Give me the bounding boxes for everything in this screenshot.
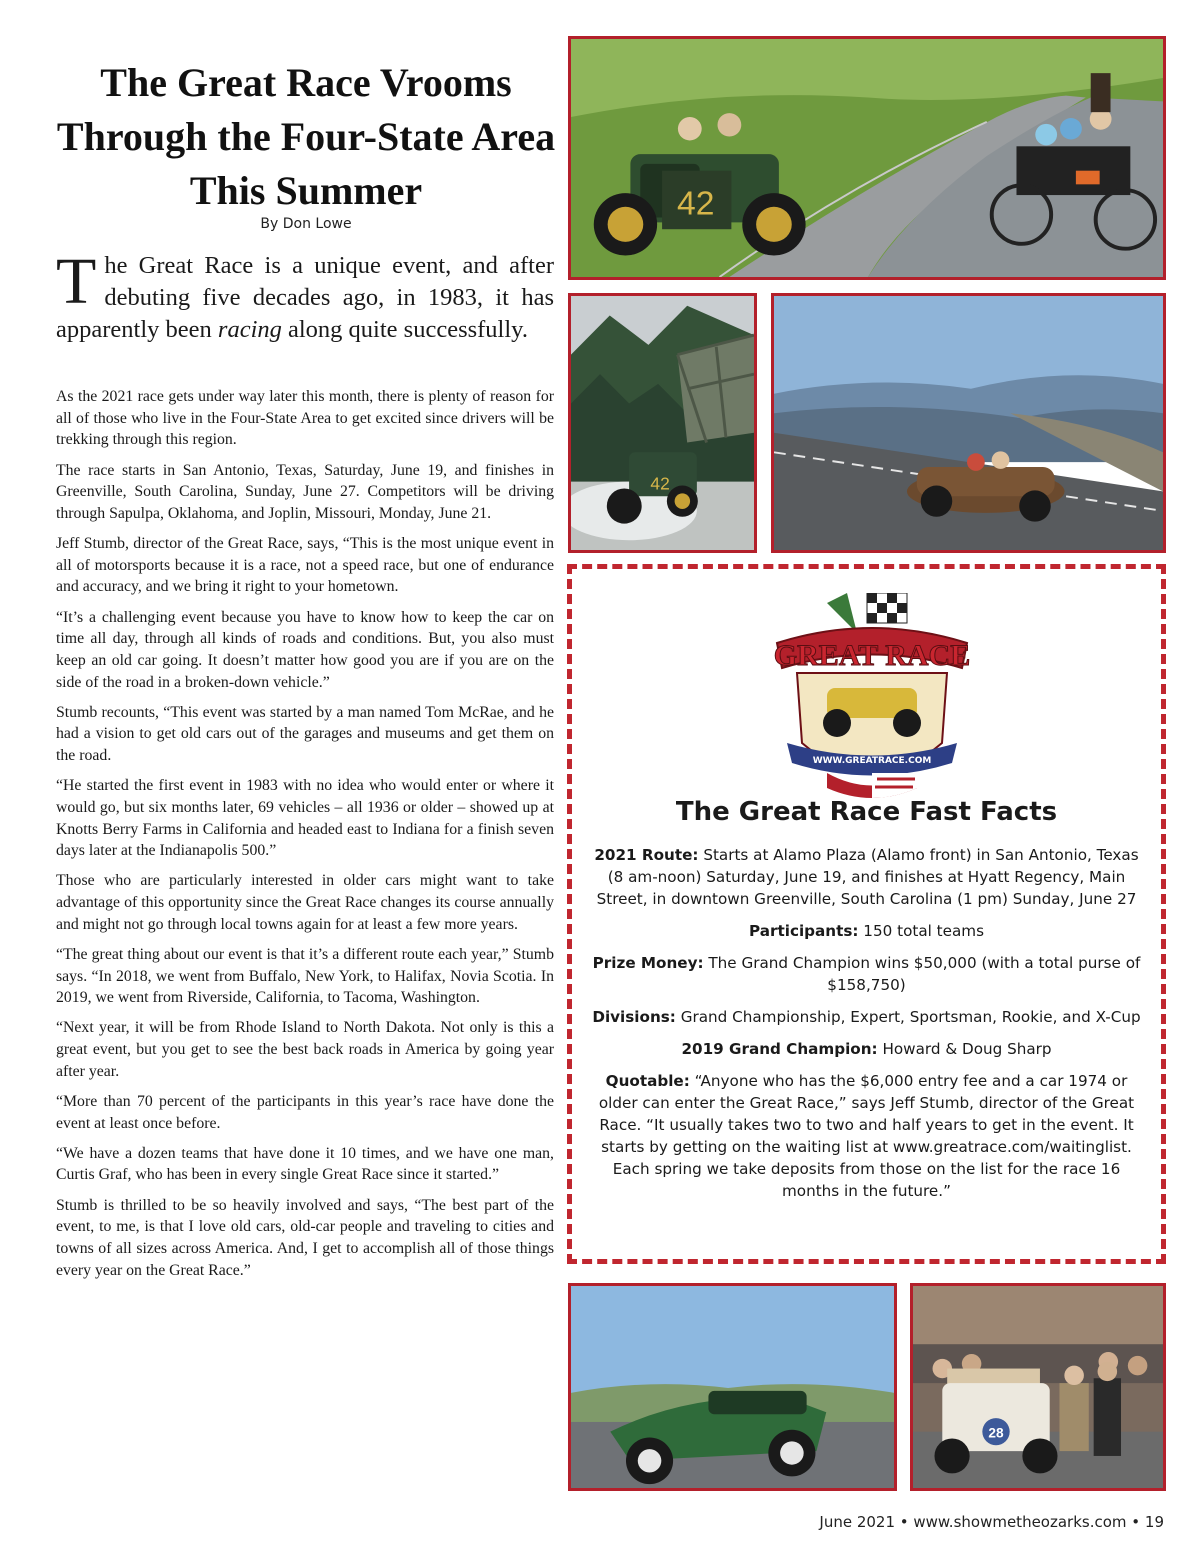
car-number-42-bridge: 42 [650, 473, 670, 494]
car-number-42-top: 42 [677, 185, 715, 223]
article-title: The Great Race Vrooms Through the Four-State Area This Summer [56, 60, 556, 213]
fact-participants-text: 150 total teams [863, 922, 984, 940]
fact-grand-champion [592, 1038, 1141, 1060]
byline: By Don Lowe [260, 216, 352, 232]
photo-mountain-road [771, 293, 1166, 553]
article-paragraph: Those who are particularly interested in older cars might want to take advantage of this opportunity since the Great Race changes its course annually and might not go through local towns again for at least a few more years. [56, 872, 554, 933]
article-paragraph: “We have a dozen teams that have done it 10 times, and we have one man, Curtis Graf, who has been in every single Great Race since it started.” [56, 1144, 554, 1184]
article-paragraph: “Next year, it will be from Rhode Island to North Dakota. Not only is this a great event, but you get to see the best back roads in America by going year after year. [56, 1019, 554, 1080]
fact-route [592, 844, 1141, 910]
fact-prize-money [592, 952, 1141, 996]
lead-text-start: he Great Race is a unique event, and after debuting five decades ago, in 1983, it has apparently been [56, 252, 554, 343]
fact-prize-text: The Grand Champion wins $50,000 (with a total purse of $158,750) [708, 954, 1141, 994]
fact-quotable-label: Quotable: [605, 1072, 690, 1090]
fact-divisions-text: Grand Championship, Expert, Sportsman, Rookie, and X-Cup [680, 1008, 1141, 1026]
article-body [56, 386, 554, 1290]
lead-paragraph [56, 245, 554, 346]
fact-participants-label: Participants: [749, 922, 859, 940]
article-paragraph: As the 2021 race gets under way later this month, there is plenty of reason for all of those who live in the Four-State Area to get excited since drivers will be trekking through this region. [56, 388, 554, 449]
article-paragraph: “He started the first event in 1983 with no idea who would enter or where it would go, but six months later, 69 vehicles – all 1936 or older – showed up at Knotts Berry Farms in California and headed east to Indiana for a finish seven days later at the Indianapolis 500.” [56, 777, 554, 860]
article-paragraph: Stumb is thrilled to be so heavily involved and says, “The best part of the event, to me, is that I love old cars, old-car people and traveling to cities and towns of all sizes across America. And, I get to accomplish all of those things every year on the Great Race.” [56, 1196, 554, 1279]
lead-emphasis: racing [217, 316, 282, 343]
fact-divisions [592, 1006, 1141, 1028]
logo-wordmark: GREAT RACE [773, 639, 971, 672]
fast-facts-title: The Great Race Fast Facts [675, 797, 1058, 827]
photo-race-car-and-buggy [568, 36, 1166, 280]
fact-prize-label: Prize Money: [592, 954, 704, 972]
article-paragraph: The race starts in San Antonio, Texas, Saturday, June 19, and finishes in Greenville, South Carolina, Sunday, June 27. Competitors will be driving through Sapulpa, Oklahoma, and Joplin, Missouri, Monday, June 21. [56, 461, 554, 522]
logo-url-banner: WWW.GREATRACE.COM [812, 756, 932, 766]
fact-champion-label: 2019 Grand Champion: [681, 1040, 878, 1058]
car-number-28: 28 [988, 1425, 1004, 1441]
article-paragraph: “More than 70 percent of the participants in this year’s race have done the event at least once before. [56, 1092, 554, 1132]
article-paragraph: Jeff Stumb, director of the Great Race, says, “This is the most unique event in all of motorsports because it is a race, not a speed race, but one of endurance and accuracy, and we bring it right to your hometown. [56, 535, 554, 596]
fact-champion-text: Howard & Doug Sharp [882, 1040, 1052, 1058]
fact-quotable-text: “Anyone who has the $6,000 entry fee and a car 1974 or older can enter the Great Race,” says Jeff Stumb, director of the Great Race. “It usually takes two to two and half years to get in the event. It starts by getting on the waiting list at www.greatrace.com/waitinglist. Each spring we take deposits from those on the list for the race 16 months in the future.” [598, 1072, 1135, 1200]
drop-cap: T [56, 245, 97, 318]
article-paragraph: Stumb recounts, “This event was started by a man named Tom McRae, and he had a vision to get old cars out of the garages and museums and get them on the road. [56, 703, 554, 765]
article-paragraph: “It’s a challenging event because you have to know how to keep the car on time all day, through all kinds of roads and conditions. But, you also must keep an old car going. It doesn’t matter how good you are if you are on the side of the road in a broken-down vehicle.” [56, 608, 554, 691]
fact-route-label: 2021 Route: [594, 846, 699, 864]
photo-crowd-white-car [910, 1283, 1166, 1491]
article-paragraph: “The great thing about our event is that it’s a different route each year,” Stumb says. “In 2018, we went from Buffalo, New York, to Halifax, Novia Scotia. In 2019, we went from Riverside, California, to Tacoma, Washington. [56, 945, 554, 1007]
fast-facts-body [592, 844, 1141, 1212]
lead-text-end: along quite successfully. [281, 316, 528, 343]
great-race-logo [767, 593, 977, 803]
photo-green-convertible [568, 1283, 897, 1491]
fact-quotable [592, 1070, 1141, 1202]
photo-bridge-splash [568, 293, 757, 553]
page-footer: June 2021 • www.showmetheozarks.com • 19 [819, 1513, 1164, 1531]
fact-route-text: Starts at Alamo Plaza (Alamo front) in San Antonio, Texas (8 am-noon) Saturday, June 19, and finishes at Hyatt Regency, Main Street, in downtown Greenville, South Carolina (1 pm) Sunday, June 27 [596, 846, 1139, 908]
fact-participants [592, 920, 1141, 942]
fact-divisions-label: Divisions: [592, 1008, 676, 1026]
fast-facts-box [567, 564, 1166, 1264]
